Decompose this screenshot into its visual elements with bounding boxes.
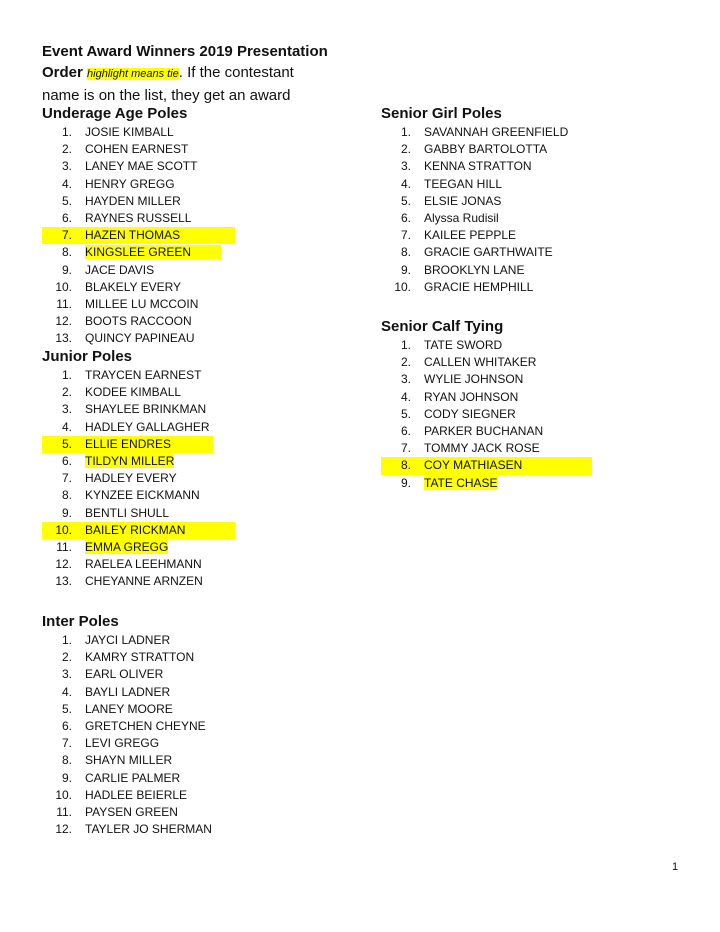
list-item: 12. BOOTS RACCOON bbox=[55, 314, 192, 329]
document-header bbox=[42, 41, 342, 106]
section-title: Senior Calf Tying bbox=[381, 318, 504, 335]
list-item: 3. SHAYLEE BRINKMAN bbox=[61, 402, 207, 417]
section-underage-age-poles bbox=[42, 104, 235, 348]
list-item: 4. TEEGAN HILL bbox=[400, 176, 503, 191]
section-senior-calf-tying bbox=[381, 317, 592, 492]
list-item: 4. BAYLI LADNER bbox=[61, 684, 171, 699]
list-item: 5. HAYDEN MILLER bbox=[61, 193, 181, 208]
section-junior-poles bbox=[42, 347, 235, 591]
list-item: 2. COHEN EARNEST bbox=[61, 142, 189, 157]
list-item: 4. HADLEY GALLAGHER bbox=[61, 419, 210, 434]
section-title: Underage Age Poles bbox=[42, 105, 188, 122]
list-item-tie: 8. KINGSLEE GREEN bbox=[42, 244, 235, 261]
list-item-tie: 10. BAILEY RICKMAN bbox=[42, 522, 235, 539]
list-item: 10. HADLEE BEIERLE bbox=[55, 787, 188, 802]
list-item: 7. LEVI GREGG bbox=[61, 736, 160, 751]
list-item: 12. TAYLER JO SHERMAN bbox=[55, 822, 212, 837]
list-item: 9. BROOKLYN LANE bbox=[400, 262, 525, 277]
list-item: 3. LANEY MAE SCOTT bbox=[61, 159, 198, 174]
list-item: 1. JOSIE KIMBALL bbox=[61, 125, 174, 139]
list-item: 3. WYLIE JOHNSON bbox=[400, 372, 524, 387]
list-item-tie: 8. COY MATHIASEN bbox=[381, 457, 592, 474]
list-item: 6. Alyssa Rudisil bbox=[400, 211, 499, 226]
list-item-tie: 7. HAZEN THOMAS bbox=[42, 227, 235, 244]
list-item-tie: 11. EMMA GREGG bbox=[56, 540, 169, 555]
list-item: 1. SAVANNAH GREENFIELD bbox=[400, 125, 569, 139]
list-item: 6. PARKER BUCHANAN bbox=[400, 424, 544, 439]
list-item: 9. JACE DAVIS bbox=[61, 262, 155, 277]
header-order-word: Order bbox=[42, 64, 83, 81]
list-item: 3. EARL OLIVER bbox=[61, 667, 164, 682]
list-item: 12. RAELEA LEEHMANN bbox=[55, 557, 202, 572]
list-item: 3. KENNA STRATTON bbox=[400, 159, 532, 174]
list-item: 8. SHAYN MILLER bbox=[61, 753, 173, 768]
list-item: 13. QUINCY PAPINEAU bbox=[55, 331, 195, 346]
list-item: 9. CARLIE PALMER bbox=[61, 770, 181, 785]
page-number: 1 bbox=[672, 861, 679, 873]
winner-list bbox=[381, 124, 568, 296]
list-item: 2. GABBY BARTOLOTTA bbox=[400, 142, 548, 157]
section-senior-girl-poles bbox=[381, 104, 568, 296]
header-line-1: Event Award Winners 2019 Presentation bbox=[42, 43, 328, 60]
winner-list bbox=[42, 632, 212, 838]
list-item: 5. CODY SIEGNER bbox=[400, 406, 516, 421]
list-item: 7. TOMMY JACK ROSE bbox=[400, 441, 540, 456]
list-item: 4. RYAN JOHNSON bbox=[400, 389, 519, 404]
list-item: 2. KODEE KIMBALL bbox=[61, 385, 182, 400]
winner-list bbox=[381, 337, 592, 492]
section-title: Junior Poles bbox=[42, 348, 133, 365]
list-item: 13. CHEYANNE ARNZEN bbox=[55, 574, 203, 589]
highlight-note: highlight means tie bbox=[87, 68, 179, 80]
list-item: 1. JAYCI LADNER bbox=[61, 633, 171, 647]
section-title: Senior Girl Poles bbox=[381, 105, 502, 122]
list-item: 10. BLAKELY EVERY bbox=[55, 279, 182, 294]
list-item: 2. CALLEN WHITAKER bbox=[400, 355, 537, 370]
list-item: 1. TATE SWORD bbox=[400, 338, 503, 352]
winner-list bbox=[42, 367, 235, 591]
list-item: 11. PAYSEN GREEN bbox=[56, 805, 178, 820]
header-line-2-rest: . If the contestant bbox=[178, 64, 294, 81]
list-item: 5. LANEY MOORE bbox=[61, 701, 173, 716]
winner-list bbox=[42, 124, 235, 348]
list-item: 5. ELSIE JONAS bbox=[400, 193, 502, 208]
list-item: 7. HADLEY EVERY bbox=[61, 471, 177, 486]
list-item: 6. GRETCHEN CHEYNE bbox=[61, 719, 206, 734]
list-item-tie: 5. ELLIE ENDRES bbox=[42, 436, 213, 453]
list-item: 6. RAYNES RUSSELL bbox=[61, 211, 192, 226]
list-item: 8. GRACIE GARTHWAITE bbox=[400, 245, 553, 260]
list-item-tie: 9. TATE CHASE bbox=[400, 475, 498, 490]
list-item: 9. BENTLI SHULL bbox=[61, 505, 170, 520]
section-title: Inter Poles bbox=[42, 613, 119, 630]
section-inter-poles bbox=[42, 612, 212, 838]
header-line-3: name is on the list, they get an award bbox=[42, 87, 291, 104]
list-item: 7. KAILEE PEPPLE bbox=[400, 228, 517, 243]
list-item: 8. KYNZEE EICKMANN bbox=[61, 488, 200, 503]
list-item: 1. TRAYCEN EARNEST bbox=[61, 368, 202, 382]
list-item-tie: 6. TILDYN MILLER bbox=[61, 454, 175, 469]
list-item: 10. GRACIE HEMPHILL bbox=[394, 279, 534, 294]
list-item: 2. KAMRY STRATTON bbox=[61, 650, 195, 665]
list-item: 4. HENRY GREGG bbox=[61, 176, 175, 191]
list-item: 11. MILLEE LU MCCOIN bbox=[56, 297, 199, 312]
